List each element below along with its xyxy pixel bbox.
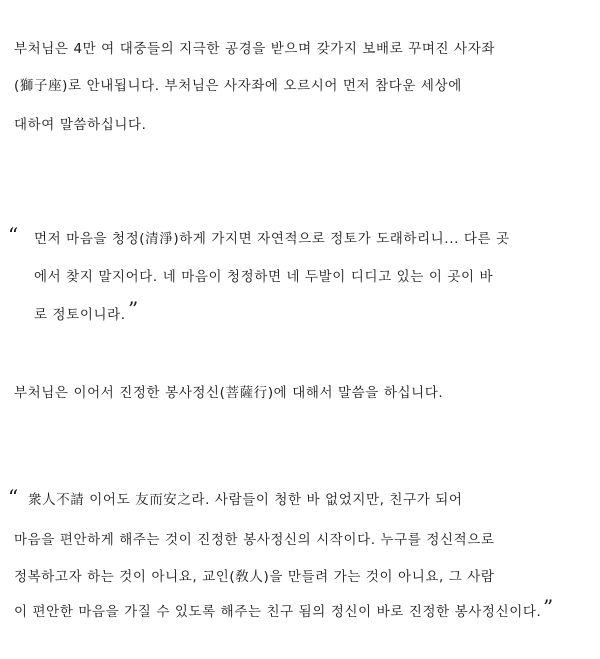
quote-1-close-mark: ” — [128, 297, 139, 321]
quote-1-open-mark: “ — [8, 223, 19, 247]
quote-2-close-mark: ” — [543, 595, 554, 619]
quote-2-line-3: 정복하고자 하는 것이 아니요, 교인(敎人)을 만들려 가는 것이 아니요, 그 사람 — [14, 569, 495, 585]
quote-1-line-2: 에서 찾지 말지어다. 네 마음이 청정하면 네 두발이 디디고 있는 이 곳이 바 — [34, 269, 494, 285]
quote-1-line-3: 로 정토이니라. — [34, 307, 126, 323]
paragraph-1-line-1: 부처님은 4만 여 대중들의 지극한 공경을 받으며 갖가지 보배로 꾸며진 사자좌 — [14, 41, 495, 57]
paragraph-1-line-2: (獅子座)로 안내됩니다. 부처님은 사자좌에 오르시어 먼저 참다운 세상에 — [14, 78, 462, 94]
quote-2-line-2: 마음을 편안하게 해주는 것이 진정한 봉사정신의 시작이다. 누구를 정신적으로 — [14, 532, 495, 548]
quote-2-open-mark: “ — [8, 485, 19, 509]
paragraph-1-line-3: 대하여 말씀하십니다. — [14, 117, 147, 133]
quote-1-line-1: 먼저 마음을 청정(清淨)하게 가지면 자연적으로 정토가 도래하리니... 다른 곳 — [34, 231, 510, 247]
quote-2-line-4: 이 편안한 마음을 가질 수 있도록 해주는 친구 됨의 정신이 바로 진정한 봉사정신이다. — [14, 604, 542, 620]
quote-2-line-1: 衆人不請 이어도 友而安之라. 사람들이 청한 바 없었지만, 친구가 되어 — [28, 492, 463, 508]
paragraph-2-line-1: 부처님은 이어서 진정한 봉사정신(菩薩行)에 대해서 말씀을 하십니다. — [14, 385, 444, 401]
